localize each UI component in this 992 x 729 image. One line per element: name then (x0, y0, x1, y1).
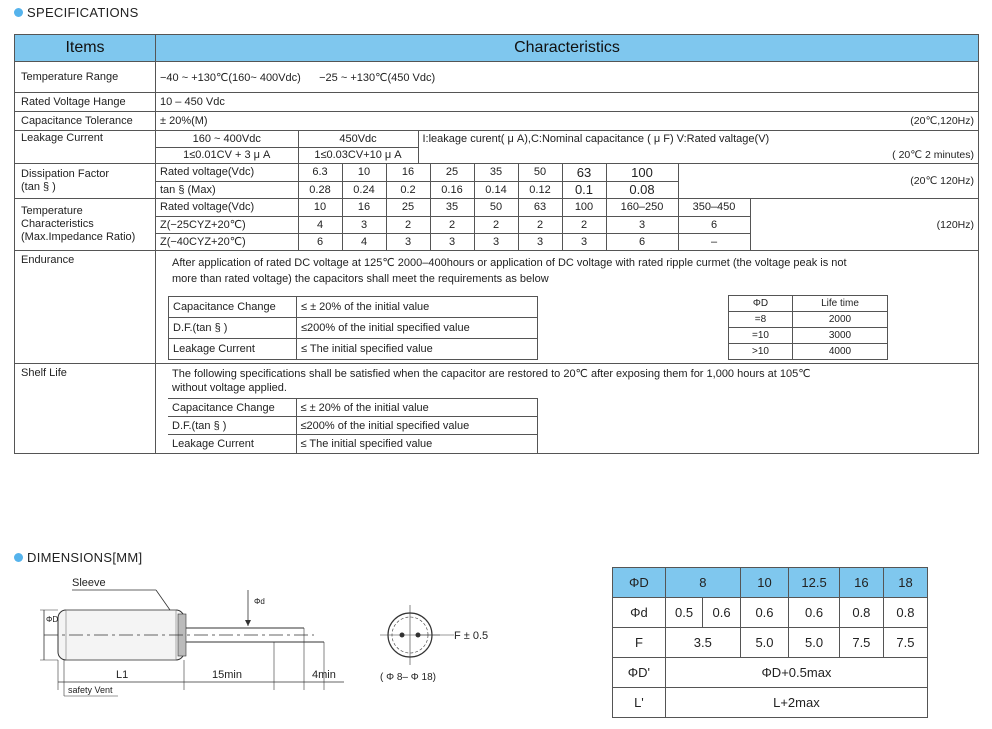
temp-char-z25: 6 (678, 216, 750, 233)
temp-char-label: Characteristics (21, 218, 94, 230)
temp-char-z25: 3 (606, 216, 678, 233)
header-items: Items (15, 35, 156, 62)
dims-phid: 0.5 (665, 598, 702, 628)
dims-phiDp: ΦD+0.5max (665, 658, 927, 688)
dims-size: 16 (839, 568, 883, 598)
dissipation-voltage-label: Rated voltage(Vdc) (156, 164, 298, 181)
temp-char-z25: 2 (474, 216, 518, 233)
dims-Lp-label: L' (613, 688, 666, 718)
dissipation-tan: 0.16 (430, 181, 474, 198)
temp-char-voltage: 10 (298, 199, 342, 216)
dissipation-tan: 0.28 (298, 181, 342, 198)
temp-char-voltage: 35 (430, 199, 474, 216)
dims-row-phid (613, 598, 928, 628)
dissipation-voltage: 63 (562, 164, 606, 181)
shelf-row-name: Leakage Current (168, 435, 296, 453)
temperature-range-label: Temperature Range (15, 62, 156, 93)
leakage-label: Leakage Current (15, 131, 156, 164)
endurance-text: more than rated voltage) the capacitors shall meet the requirements as below (172, 273, 549, 285)
temp-char-label: Temperature (21, 205, 83, 217)
endurance-text: After application of rated DC voltage at 125℃ 2000–400hours or application of DC voltage with rated ripple curmet (the voltage peak is not (172, 257, 847, 269)
endurance-row-value: ≤ ± 20% of the initial value (297, 297, 538, 318)
temp-char-label: (Max.Impedance Ratio) (21, 231, 136, 243)
temp-char-voltage: 100 (562, 199, 606, 216)
dims-F: 5.0 (740, 628, 788, 658)
L1-label: L1 (116, 669, 129, 681)
bullet-dot-icon (14, 8, 23, 17)
shelf-row-name: Capacitance Change (168, 399, 296, 417)
temp-char-z25: 2 (518, 216, 562, 233)
leakage-note: ( 20℃ 2 minutes) (418, 147, 978, 163)
dissipation-tan: 0.14 (474, 181, 518, 198)
row-capacitance-tolerance (15, 112, 979, 131)
temp-char-z40: 6 (298, 233, 342, 250)
temperature-range-value: −40 ~ +130℃(160~ 400Vdc) −25 ~ +130℃(450 Vdc) (156, 62, 979, 93)
shelf-subtable (168, 398, 538, 453)
temp-char-voltage: 25 (386, 199, 430, 216)
life-d: >10 (729, 344, 793, 360)
dims-size: 12.5 (789, 568, 840, 598)
shelf-row-value: ≤ ± 20% of the initial value (296, 399, 538, 417)
dissipation-tan: 0.08 (606, 181, 678, 198)
temp-char-z40: 6 (606, 233, 678, 250)
dissipation-note: (20℃ 120Hz) (678, 164, 978, 198)
endurance-subtable (168, 296, 538, 360)
dims-F: 7.5 (839, 628, 883, 658)
capacitor-dimension-drawing (14, 572, 494, 702)
life-header-t: Life time (793, 296, 888, 312)
life-t: 4000 (793, 344, 888, 360)
dissipation-voltage: 25 (430, 164, 474, 181)
safety-vent-label: safety Vent (68, 685, 113, 695)
dims-F: 7.5 (883, 628, 927, 658)
shelf-text: The following specifications shall be satisfied when the capacitor are restored to 20℃ after exposing them for 1,000 hours at 105℃ (172, 368, 811, 380)
shelf-row-value: ≤200% of the initial specified value (296, 417, 538, 435)
endurance-row-value: ≤ The initial specified value (297, 339, 538, 360)
shelf-row-name: D.F.(tan § ) (168, 417, 296, 435)
dims-Lp: L+2max (665, 688, 927, 718)
dims-size: 10 (740, 568, 788, 598)
life-d: =8 (729, 312, 793, 328)
dims-phid: 0.8 (839, 598, 883, 628)
row-rated-voltage (15, 93, 979, 112)
life-header-d: ΦD (729, 296, 793, 312)
temp-char-z25: 2 (430, 216, 474, 233)
dimensions-title: DIMENSIONS[MM] (14, 550, 142, 565)
temp-char-z25: 2 (386, 216, 430, 233)
life-time-subtable (728, 295, 888, 360)
temp-char-voltage: 350–450 (678, 199, 750, 216)
temp-char-z40-label: Z(−40CYZ+20℃) (156, 233, 298, 250)
dissipation-voltage: 10 (342, 164, 386, 181)
dissipation-tan: 0.24 (342, 181, 386, 198)
temp-char-z40: 3 (562, 233, 606, 250)
specifications-title: SPECIFICATIONS (14, 5, 139, 20)
bullet-dot-icon (14, 553, 23, 562)
leakage-subtable (156, 131, 978, 163)
dims-phiDp-label: ΦD' (613, 658, 666, 688)
dims-phid: 0.6 (740, 598, 788, 628)
row-temperature-range (15, 62, 979, 93)
dissipation-label: Dissipation Factor (21, 168, 110, 180)
dims-F: 3.5 (665, 628, 740, 658)
temp-char-z40: 3 (518, 233, 562, 250)
dissipation-tan: 0.1 (562, 181, 606, 198)
endurance-row-value: ≤200% of the initial specified value (297, 318, 538, 339)
dissipation-voltage: 50 (518, 164, 562, 181)
row-leakage-current (15, 131, 979, 164)
cap-tolerance-value: ± 20%(M) (160, 115, 208, 127)
specifications-table (14, 34, 979, 454)
dims-F: 5.0 (789, 628, 840, 658)
dimensions-table (612, 567, 928, 718)
life-t: 3000 (793, 328, 888, 344)
dims-row-Lp (613, 688, 928, 718)
dissipation-tan-label: tan § (Max) (156, 181, 298, 198)
dims-phid: 0.6 (703, 598, 740, 628)
leakage-description: I:leakage curent( μ A),C:Nominal capacitance ( μ F) V:Rated valtage(V) (418, 131, 978, 147)
temp-char-voltage-label: Rated voltage(Vdc) (156, 199, 298, 216)
length-4min-label: 4min (312, 669, 336, 681)
dissipation-tan: 0.12 (518, 181, 562, 198)
dissipation-voltage: 100 (606, 164, 678, 181)
header-characteristics: Characteristics (156, 35, 979, 62)
rated-voltage-label: Rated Voltage Hange (15, 93, 156, 112)
row-temperature-characteristics (15, 199, 979, 251)
leakage-header-160-400: 160 ~ 400Vdc (156, 131, 298, 147)
leakage-formula-160-400: 1≤0.01CV + 3 μ A (156, 147, 298, 163)
shelf-text: without voltage applied. (172, 382, 287, 394)
temp-char-note: (120Hz) (750, 199, 978, 250)
shelf-row-value: ≤ The initial specified value (296, 435, 538, 453)
life-t: 2000 (793, 312, 888, 328)
temp-char-z25: 2 (562, 216, 606, 233)
shelf-label: Shelf Life (15, 364, 156, 454)
dims-phiD-label: ΦD (613, 568, 666, 598)
temp-char-z40: 4 (342, 233, 386, 250)
dissipation-sublabel: (tan § ) (21, 181, 56, 193)
leakage-header-450: 450Vdc (298, 131, 418, 147)
size-range-label: ( Φ 8– Φ 18) (380, 672, 436, 683)
temp-char-z40: 3 (430, 233, 474, 250)
dissipation-tan: 0.2 (386, 181, 430, 198)
dissipation-voltage: 16 (386, 164, 430, 181)
rated-voltage-value: 10 – 450 Vdc (156, 93, 979, 112)
dissipation-subtable (156, 164, 978, 198)
endurance-label: Endurance (15, 251, 156, 364)
phi-D-label: ΦD (46, 615, 59, 624)
dims-row-phiDp (613, 658, 928, 688)
dims-phid: 0.8 (883, 598, 927, 628)
temp-char-z40: 3 (474, 233, 518, 250)
row-dissipation-factor (15, 164, 979, 199)
endurance-row-name: D.F.(tan § ) (169, 318, 297, 339)
row-endurance (15, 251, 979, 364)
dims-row-F (613, 628, 928, 658)
leakage-formula-450: 1≤0.03CV+10 μ A (298, 147, 418, 163)
temp-char-voltage: 63 (518, 199, 562, 216)
dims-phid: 0.6 (789, 598, 840, 628)
dissipation-voltage: 6.3 (298, 164, 342, 181)
dims-F-label: F (613, 628, 666, 658)
phi-d-small-label: Φd (254, 597, 265, 606)
temp-char-voltage: 16 (342, 199, 386, 216)
temp-char-z25: 4 (298, 216, 342, 233)
sleeve-label: Sleeve (72, 577, 106, 589)
length-15min-label: 15min (212, 669, 242, 681)
temp-char-z25: 3 (342, 216, 386, 233)
cap-tolerance-label: Capacitance Tolerance (15, 112, 156, 131)
F-tolerance-label: F ± 0.5 (454, 630, 489, 642)
temp-char-z40: 3 (386, 233, 430, 250)
dissipation-voltage: 35 (474, 164, 518, 181)
row-shelf-life (15, 364, 979, 454)
temp-char-z25-label: Z(−25CYZ+20℃) (156, 216, 298, 233)
temp-char-z40: – (678, 233, 750, 250)
endurance-row-name: Capacitance Change (169, 297, 297, 318)
dims-size: 18 (883, 568, 927, 598)
dims-phid-label: Φd (613, 598, 666, 628)
dims-row-phiD (613, 568, 928, 598)
temp-char-voltage: 50 (474, 199, 518, 216)
temp-char-voltage: 160–250 (606, 199, 678, 216)
temp-char-subtable (156, 199, 978, 250)
cap-tolerance-note: (20℃,120Hz) (910, 115, 974, 127)
life-d: =10 (729, 328, 793, 344)
dims-size: 8 (665, 568, 740, 598)
endurance-row-name: Leakage Current (169, 339, 297, 360)
